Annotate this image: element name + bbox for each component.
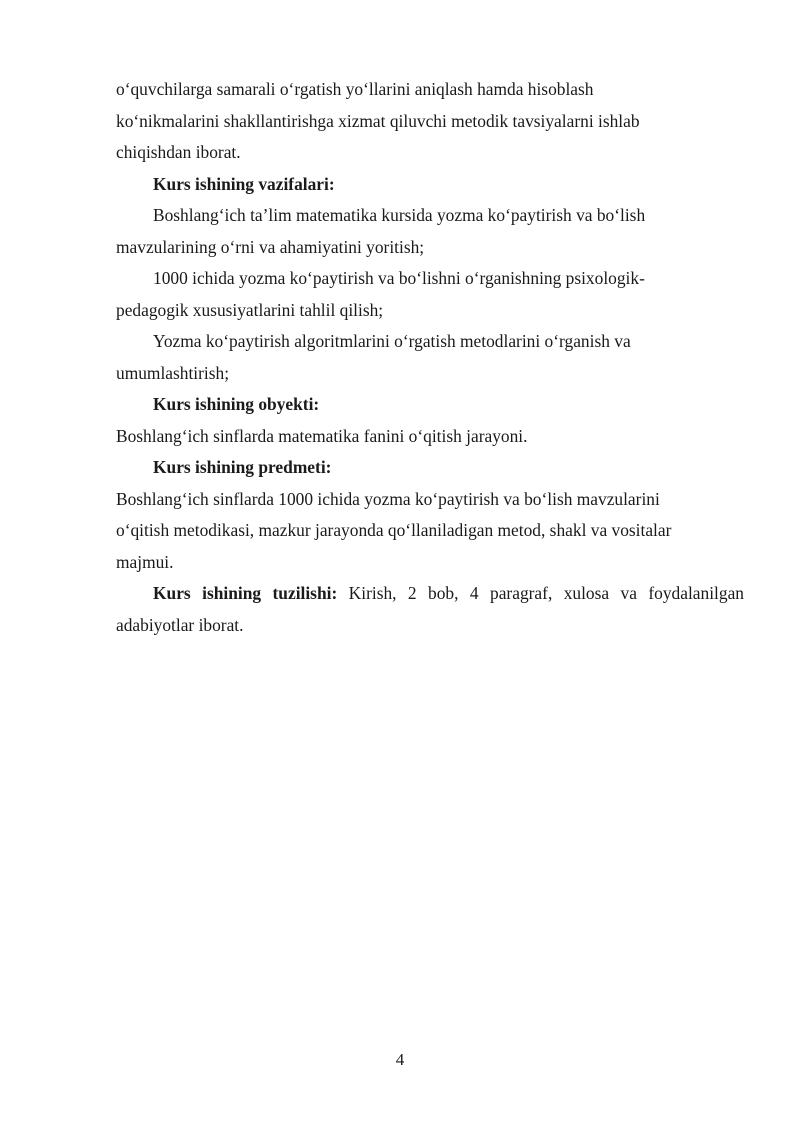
text-line: o‘qitish metodikasi, mazkur jarayonda qo‘llaniladigan metod, shakl va vositalar [116,520,672,540]
text-line: Boshlang‘ich sinflarda matematika fanini o‘qitish jarayoni. [116,425,528,446]
text-line: Boshlang‘ich sinflarda 1000 ichida yozma ko‘paytirish va bo‘lish mavzularini [116,488,660,509]
text-line: ko‘nikmalarini shakllantirishga xizmat qiluvchi metodik tavsiyalarni ishlab [116,110,640,131]
paragraph-structure [116,578,744,641]
paragraph-task-3 [116,326,744,389]
text-line: umumlashtirish; [116,362,230,383]
structure-text: Kirish, 2 bob, 4 paragraf, xulosa va foydalanilgan adabiyotlar iborat. [116,583,744,635]
text-line: 1000 ichida yozma ko‘paytirish va bo‘lishni o‘rganishning psixologik- [153,268,645,288]
text-line: mavzularining o‘rni va ahamiyatini yoritish; [116,236,425,257]
heading-subject: Kurs ishining predmeti: [153,457,332,477]
text-line: majmui. [116,551,174,572]
text-line: chiqishdan iborat. [116,142,241,162]
paragraph-subject [116,484,744,579]
heading-object: Kurs ishining obyekti: [153,394,320,414]
paragraph-goal-continuation [116,74,744,169]
paragraph-task-2 [116,263,744,326]
text-line: Boshlang‘ich ta’lim matematika kursida yozma ko‘paytirish va bo‘lish [153,205,646,225]
text-line: pedagogik xususiyatlarini tahlil qilish; [116,299,384,320]
document-body [116,74,744,641]
page-number: 4 [395,1050,405,1069]
paragraph-object [116,421,744,453]
heading-tasks: Kurs ishining vazifalari: [153,173,335,194]
structure-lead: Kurs ishining tuzilishi: [153,583,338,603]
text-line: Yozma ko‘paytirish algoritmlarini o‘rgatish metodlarini o‘rganish va [153,331,631,351]
paragraph-task-1 [116,200,744,263]
text-line: o‘quvchilarga samarali o‘rgatish yo‘llarini aniqlash hamda hisoblash [116,79,594,99]
